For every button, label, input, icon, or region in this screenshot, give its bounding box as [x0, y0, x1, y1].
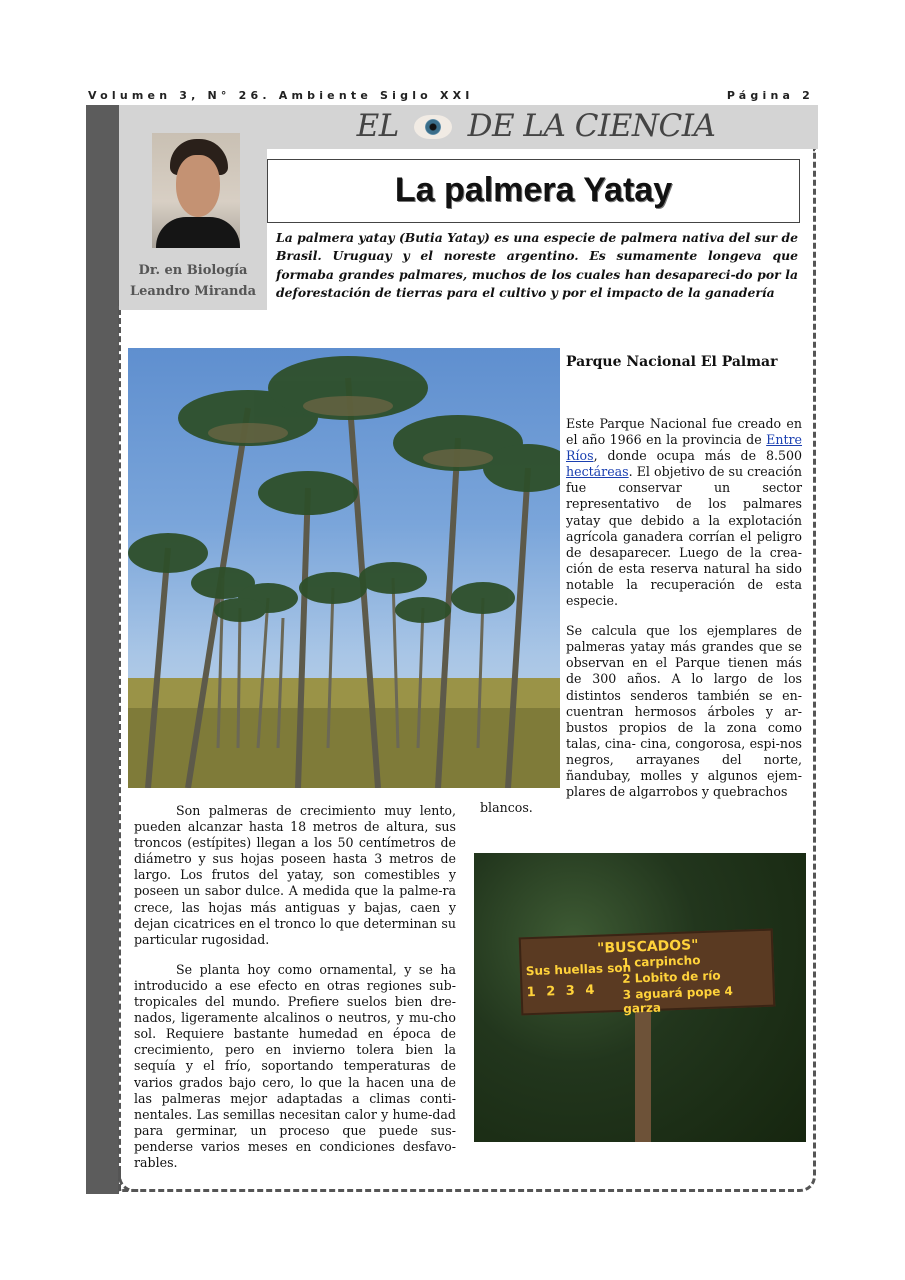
paw-print-numbers: 1 2 3 4 — [526, 982, 598, 1001]
sign-line-3: 3 aguará pope 4 garza — [622, 984, 734, 1016]
park-paragraph-1: Este Parque Nacional fue creado en el año 1966 en la provincia de Entre Ríos, donde ocupa más de 8.500 hectáreas. El objetivo de su creación fue conservar un sector representativo de los palmares yatay que debido a la explotación agrícola ganadera corrían el peligro de desaparecer. Luego de la crea-ción de esta reserva natural ha sido notable la recuperación de esta especie. — [566, 416, 802, 609]
right-column — [566, 416, 802, 814]
author-name: Leandro Miranda — [130, 284, 256, 299]
park-paragraph-2: Se calcula que los ejemplares de palmeras yatay más grandes que se observan en el Parque tienen más de 300 años. A lo largo de los distintos senderos también se en-cuentran hermosos árboles y ar-bustos propios de la zona como talas, cina- cina, congorosa, espi-nos negros, arrayanes del norte, ñandubay, molles y algunos ejem-plares de algarrobos y quebrachos — [566, 623, 802, 800]
running-header — [88, 89, 814, 105]
palm-grove-photo — [128, 348, 560, 788]
sign-line-2: 2 Lobito de río — [621, 968, 721, 986]
growth-paragraph: Son palmeras de crecimiento muy lento, pueden alcanzar hasta 18 metros de altura, sus troncos (estípites) llegan a los 50 centímetros de diámetro y sus hojas poseen hasta 3 metros de largo. Los frutos del yatay, son comestibles y poseen un sabor dulce. A medida que la palme-ra crece, las hojas más antiguas y bajas, caen y dejan cicatrices en el tronco lo que determinan su particular rugosidad. — [134, 803, 456, 947]
article-title-box — [267, 159, 800, 223]
wanted-sign-photo — [474, 853, 806, 1142]
author-caption — [119, 260, 267, 302]
left-column — [134, 803, 456, 1185]
cultivation-paragraph: Se planta hoy como ornamental, y se ha introducido a ese efecto en otras regiones sub-tropicales del mundo. Prefiere suelos bien dre-nados, ligeramente alcalinos o neutros, y mu-cho sol. Requiere bastante humedad en época de crecimiento, pero en invierno tolera bien la sequía y el frío, soportando temperaturas de varios grados bajo cero, lo que la hacen una de las palmeras mejor adaptadas a climas conti-nentales. Las semillas necesitan calor y hume-dad para germinar, un proceso que puede sus-penderse varios meses en condiciones desfavo-rables. — [134, 961, 456, 1170]
eye-icon — [414, 115, 452, 139]
header-page-number: Página 2 — [726, 89, 814, 102]
article-title: La palmera Yatay — [394, 171, 673, 209]
wanted-sign — [519, 929, 776, 1016]
banner-word-el: EL — [356, 108, 399, 144]
section-banner-title — [266, 108, 806, 148]
sign-lead: Sus huellas son — [525, 960, 632, 979]
sign-title: "BUSCADOS" — [596, 937, 699, 957]
dashed-frame-left — [118, 300, 121, 1190]
banner-word-ciencia: DE LA CIENCIA — [467, 108, 716, 144]
link-entre-rios[interactable]: Entre Ríos — [566, 432, 802, 464]
overflow-word: blancos. — [480, 800, 533, 815]
header-volume: Volumen 3, N° 26. Ambiente Siglo XXI — [88, 89, 474, 102]
section-heading: Parque Nacional El Palmar — [566, 354, 778, 370]
link-hectareas[interactable]: hectáreas — [566, 464, 629, 480]
article-lead: La palmera yatay (Butia Yatay) es una especie de palmera nativa del sur de Brasil. Uruguay y el noreste argentino. Es sumamente longeva que formaba grandes palmares, muchos de los cuales han desapareci-do por la deforestación de tierras para el cultivo y por el impacto de la ganadería — [276, 230, 798, 301]
author-photo — [152, 133, 240, 248]
sign-line-1: 1 carpincho — [621, 953, 701, 970]
left-sidebar-bar — [86, 105, 119, 1194]
author-degree: Dr. en Biología — [138, 263, 248, 278]
